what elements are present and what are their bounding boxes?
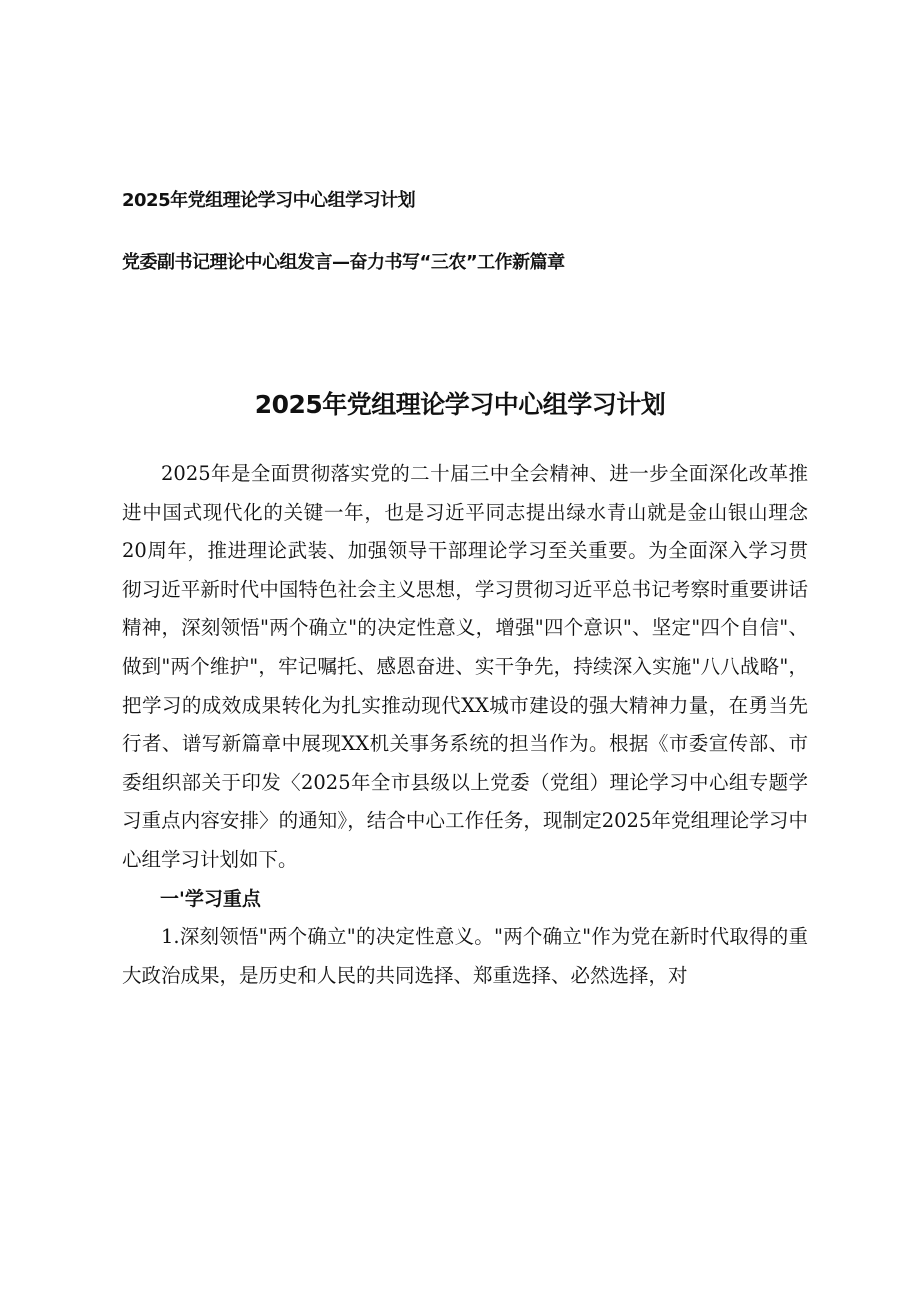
study-point-1: 1.深刻领悟"两个确立"的决定性意义。"两个确立"作为党在新时代取得的重大政治成果，是历史和人民的共同选择、郑重选择、必然选择，对	[122, 925, 808, 987]
document-title: 2025年党组理论学习中心组学习计划	[254, 389, 666, 419]
toc-item-study-plan[interactable]: 2025年党组理论学习中心组学习计划	[122, 190, 416, 211]
section-heading-study-focus: 一'学习重点	[160, 887, 261, 910]
intro-paragraph: 2025年是全面贯彻落实党的二十届三中全会精神、进一步全面深化改革推进中国式现代化的关键一年，也是习近平同志提出绿水青山就是金山银山理念20周年，推进理论武装、加强领导干部理论学习至关重要。为全面深入学习贯彻习近平新时代中国特色社会主义思想，学习贯彻习近平总书记考察时重要讲话精神，深刻领悟"两个确立"的决定性意义，增强"四个意识"、坚定"四个自信"、做到"两个维护"，牢记嘱托、感恩奋进、实干争先，持续深入实施"八八战略"，把学习的成效成果转化为扎实推动现代XX城市建设的强大精神力量，在勇当先行者、谱写新篇章中展现XX机关事务系统的担当作为。根据《市委宣传部、市委组织部关于印发〈2025年全市县级以上党委（党组）理论学习中心组专题学习重点内容安排〉的通知》，结合中心工作任务，现制定2025年党组理论学习中心组学习计划如下。	[122, 462, 808, 871]
document-body	[122, 455, 808, 995]
toc-item-speech[interactable]: 党委副书记理论中心组发言—奋力书写“三农”工作新篇章	[122, 252, 565, 273]
table-of-contents	[122, 188, 822, 276]
